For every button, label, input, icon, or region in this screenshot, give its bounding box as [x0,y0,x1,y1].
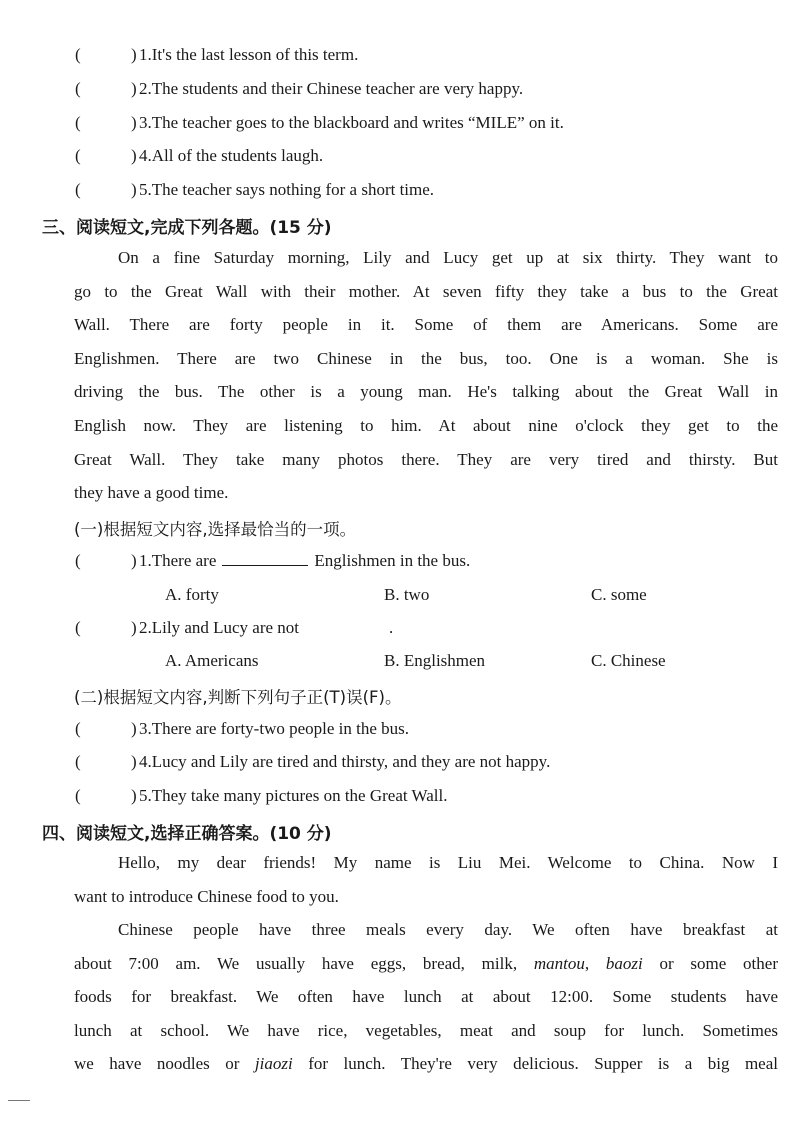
answer-paren-close: ) [131,551,137,570]
item-text: 5.The teacher says nothing for a short time. [139,180,435,199]
answer-paren-open[interactable]: ( [75,146,81,165]
tf-question-4: 4.Lucy and Lily are tired and thirsty, and they are not happy. [139,752,551,771]
passage-line: Englishmen. There are two Chinese in the bus, too. One is a woman. She is [74,349,778,368]
passage-line: Chinese people have three meals every day. We often have breakfast at [118,920,778,939]
passage-line: English now. They are listening to him. At about nine o'clock they get to the [74,416,778,435]
page-edge-mark [8,1100,30,1101]
passage-line: On a fine Saturday morning, Lily and Lucy get up at six thirty. They want to [118,248,778,267]
answer-paren-close: ) [131,719,137,738]
part2-title: (二)根据短文内容,判断下列句子正(T)误(F)。 [74,688,402,707]
answer-paren-open[interactable]: ( [75,752,81,771]
answer-paren-close: ) [131,180,137,199]
answer-paren-open[interactable]: ( [75,551,81,570]
question-2: 2.Lily and Lucy are not . [139,618,394,637]
answer-paren-close: ) [131,45,137,64]
question-1: 1.There are Englishmen in the bus. [139,551,471,570]
passage-line: lunch at school. We have rice, vegetables, meat and soup for lunch. Sometimes [74,1021,778,1040]
answer-paren-open[interactable]: ( [75,786,81,805]
passage-line: Hello, my dear friends! My name is Liu Mei. Welcome to China. Now I [118,853,778,872]
passage-line: want to introduce Chinese food to you. [74,887,339,906]
answer-paren-open[interactable]: ( [75,719,81,738]
passage-line: driving the bus. The other is a young man. He's talking about the Great Wall in [74,382,778,401]
passage-line: we have noodles or jiaozi for lunch. They're very delicious. Supper is a big meal [74,1054,778,1073]
passage-line: go to the Great Wall with their mother. At seven fifty they take a bus to the Great [74,282,778,301]
tf-question-5: 5.They take many pictures on the Great Wall. [139,786,448,805]
answer-paren-open[interactable]: ( [75,180,81,199]
passage-line: Great Wall. They take many photos there. They are very tired and thirsty. But [74,450,778,469]
option-b[interactable]: B. two [384,585,430,604]
tf-question-3: 3.There are forty-two people in the bus. [139,719,410,738]
answer-paren-open[interactable]: ( [75,79,81,98]
option-b[interactable]: B. Englishmen [384,651,486,670]
item-text: 1.It's the last lesson of this term. [139,45,359,64]
passage-line: about 7:00 am. We usually have eggs, bread, milk, mantou, baozi or some other [74,954,778,973]
option-a[interactable]: A. Americans [165,651,259,670]
answer-paren-close: ) [131,146,137,165]
answer-paren-close: ) [131,618,137,637]
answer-paren-open[interactable]: ( [75,45,81,64]
passage-line: they have a good time. [74,483,229,502]
section4-heading: 四、阅读短文,选择正确答案。(10 分) [42,824,332,844]
answer-paren-close: ) [131,79,137,98]
answer-blank[interactable] [222,553,308,566]
option-a[interactable]: A. forty [165,585,219,604]
item-text: 2.The students and their Chinese teacher are very happy. [139,79,524,98]
option-c[interactable]: C. Chinese [591,651,666,670]
section3-heading: 三、阅读短文,完成下列各题。(15 分) [42,218,332,238]
answer-paren-close: ) [131,786,137,805]
item-text: 4.All of the students laugh. [139,146,324,165]
answer-paren-open[interactable]: ( [75,113,81,132]
passage-line: foods for breakfast. We often have lunch at about 12:00. Some students have [74,987,778,1006]
option-c[interactable]: C. some [591,585,647,604]
answer-paren-close: ) [131,752,137,771]
passage-line: Wall. There are forty people in it. Some of them are Americans. Some are [74,315,778,334]
item-text: 3.The teacher goes to the blackboard and writes “MILE” on it. [139,113,564,132]
part1-title: (一)根据短文内容,选择最恰当的一项。 [74,520,357,539]
answer-paren-close: ) [131,113,137,132]
answer-paren-open[interactable]: ( [75,618,81,637]
